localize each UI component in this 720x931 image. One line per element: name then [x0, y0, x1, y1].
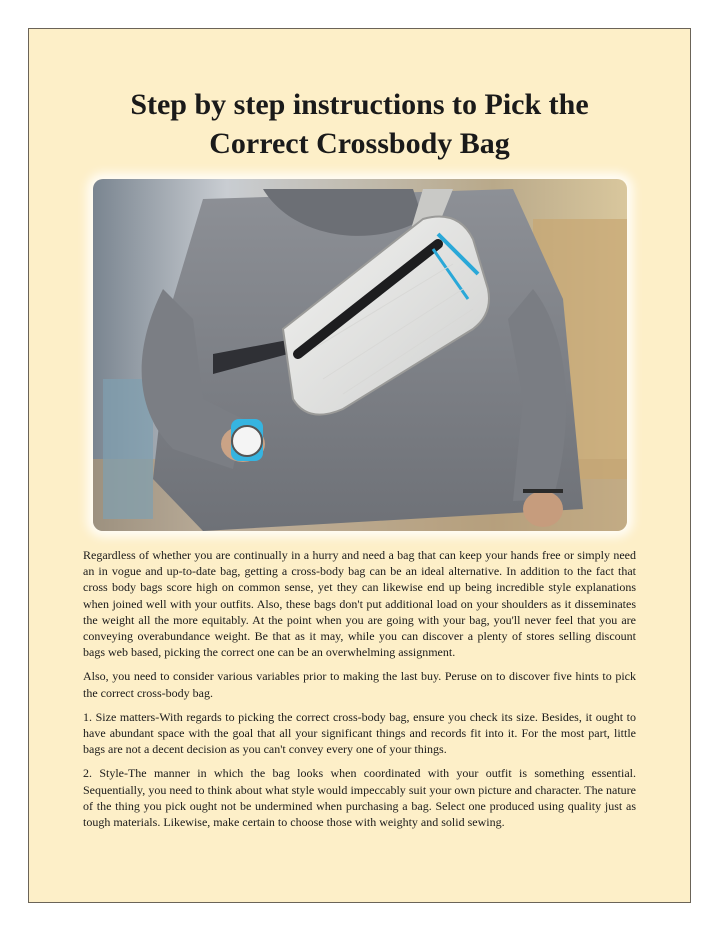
paragraph-1: Regardless of whether you are continually in a hurry and need a bag that can keep your hands free or simply need an in vogue and up-to-date bag, getting a cross-body bag can be an ideal alternative. In addition to the fact that cross body bags score high on common sense, yet they can likewise end up being incredible style explanations when joined well with your outfits. Also, these bags don't put additional load on your shoulders as it disseminates the weight all the more equitably. At the point when you are going with your bag, you'll never feel that you are conveying overabundance weight. Be that as it may, while you can discover a plenty of stores selling discount bags web based, picking the correct one can be an overwhelming assignment.: [83, 548, 636, 660]
paragraph-2: Also, you need to consider various variables prior to making the last buy. Peruse on to discover five hints to pick the correct cross-body bag.: [83, 669, 636, 700]
page-title: [29, 85, 690, 163]
title-line-2: Correct Crossbody Bag: [209, 127, 510, 160]
document-page: [28, 28, 691, 903]
paragraph-4: 2. Style-The manner in which the bag looks when coordinated with your outfit is something essential. Sequentially, you need to think about what style would impeccably suit your own picture and character. The nature of the thing you pick ought not be undermined when purchasing a bag. Select one produced using quality just as tough materials. Likewise, make certain to choose those with weighty and solid sewing.: [83, 766, 636, 830]
paragraph-3: 1. Size matters-With regards to picking the correct cross-body bag, ensure you check its size. Besides, it ought to have abundant space with the goal that all your significant things and records fit into it. For the most part, little bags are not a decent decision as you can't convey every one of your things.: [83, 709, 636, 757]
title-line-1: Step by step instructions to Pick the: [130, 88, 589, 121]
crossbody-bag-photo: [93, 179, 627, 531]
article-body: [83, 547, 636, 838]
person-with-bag-illustration: [93, 179, 627, 531]
